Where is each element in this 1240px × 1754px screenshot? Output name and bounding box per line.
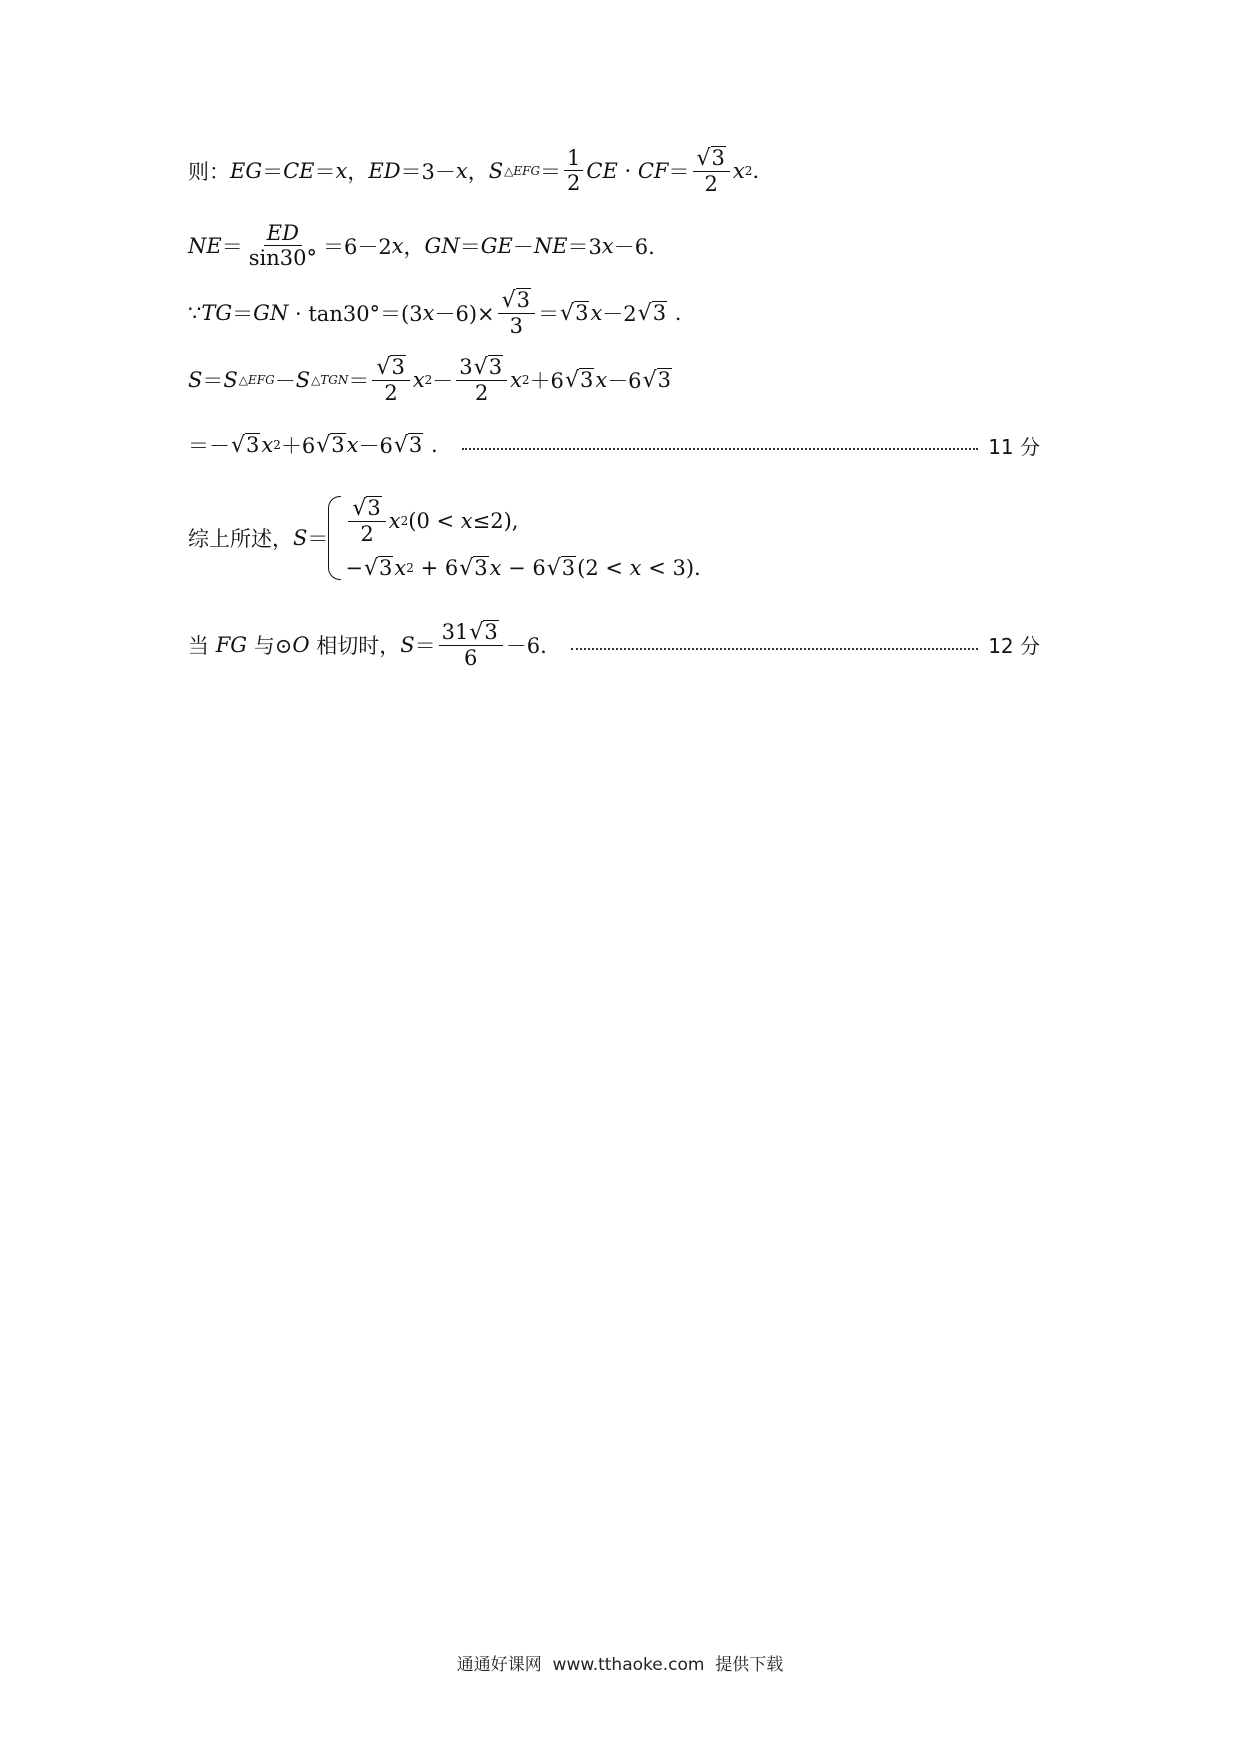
radicand: 3: [391, 355, 405, 379]
text: 相切时，: [309, 633, 401, 658]
denominator: 2: [704, 172, 718, 197]
sqrt: [316, 433, 345, 457]
text: −: [345, 555, 363, 580]
radicand: 3: [379, 555, 393, 580]
superscript: 2: [744, 163, 753, 178]
text: ＝: [668, 159, 690, 184]
text: －: [432, 368, 454, 393]
sqrt: [376, 355, 405, 379]
var-x: x: [595, 367, 608, 392]
denominator: 2: [384, 381, 398, 406]
text: ＝: [232, 301, 254, 326]
subscript: △EFG: [504, 163, 541, 178]
solution-line-5: [188, 430, 1040, 460]
denominator: 2: [567, 171, 581, 196]
var-ed: ED: [368, 158, 401, 183]
fraction: [693, 146, 730, 195]
subscript: △EFG: [238, 372, 275, 387]
sqrt: [560, 301, 589, 325]
subscript: △TGN: [311, 372, 349, 387]
fraction: [456, 355, 507, 404]
sqrt: [547, 556, 576, 580]
var-cf: CF: [637, 158, 669, 183]
var-eg: EG: [230, 158, 263, 183]
condition-end: < 3).: [641, 555, 701, 580]
radicand: 3: [408, 432, 423, 457]
denominator: 2: [360, 522, 374, 547]
radical-sign: √: [469, 620, 484, 646]
solution-line-6: [188, 496, 1040, 580]
sqrt: [394, 433, 423, 457]
text: .: [424, 433, 438, 457]
var-s: S: [293, 526, 308, 550]
numerator: [348, 496, 385, 522]
text: ＝: [314, 159, 336, 184]
superscript: 2: [424, 372, 433, 387]
var-ne: NE: [188, 233, 222, 258]
superscript: 2: [406, 560, 414, 575]
var-x: x: [335, 158, 348, 183]
var-x: x: [261, 433, 274, 457]
fraction: [246, 222, 320, 269]
radicand: 3: [474, 555, 488, 580]
text: 与⊙: [247, 633, 293, 658]
score-label: 11 分: [988, 434, 1040, 459]
condition: (2 <: [577, 555, 630, 580]
var-s: S: [488, 158, 504, 183]
text: .: [752, 158, 760, 183]
text: .: [668, 300, 682, 325]
left-brace: [328, 496, 341, 579]
sqrt: [469, 620, 498, 644]
radicand: 3: [575, 300, 589, 325]
sqrt: [231, 433, 260, 457]
text: ，: [467, 159, 489, 184]
var-x: x: [388, 508, 401, 533]
text: ＝3: [567, 234, 602, 259]
var-ge: GE: [480, 233, 513, 258]
radicand: 3: [652, 300, 667, 325]
text: ＋6: [529, 368, 564, 393]
text: －: [512, 234, 534, 259]
fraction: [564, 147, 583, 194]
fraction: [372, 355, 409, 404]
radical-sign: √: [316, 433, 331, 459]
radical-sign: √: [564, 367, 579, 393]
text: ＋6: [280, 434, 316, 458]
dotted-leader: [571, 648, 978, 650]
text: －6.: [613, 234, 655, 259]
var-x: x: [629, 555, 642, 580]
piecewise: [328, 496, 700, 579]
text: ＝: [459, 234, 481, 259]
text: －6: [607, 368, 642, 393]
coefficient: 31: [441, 620, 469, 645]
radical-sign: √: [637, 300, 652, 326]
text: ＝: [221, 234, 243, 259]
sqrt: [502, 288, 531, 312]
radical-sign: √: [376, 355, 391, 381]
text: ＝: [414, 633, 436, 658]
var-gn: GN: [424, 233, 460, 258]
solution-line-1: [188, 146, 1040, 195]
text: ＝: [348, 368, 370, 393]
superscript: 2: [521, 372, 530, 387]
var-o: O: [292, 632, 310, 657]
because-symbol: ∵: [188, 300, 202, 325]
text: －6.: [505, 633, 547, 658]
sqrt: [697, 146, 726, 170]
var-x: x: [732, 158, 745, 183]
text: ＝－: [188, 434, 230, 458]
text: 综上所述，: [188, 527, 293, 551]
text: －2: [602, 301, 637, 326]
radicand: 3: [367, 496, 381, 521]
case-1: [345, 496, 700, 545]
fraction: [348, 496, 385, 545]
denominator: 3: [509, 314, 524, 339]
radicand: 3: [579, 367, 594, 392]
radicand: 3: [488, 355, 503, 379]
radical-sign: √: [352, 496, 367, 522]
var-x: x: [391, 233, 404, 258]
radical-sign: √: [560, 300, 575, 326]
var-x: x: [510, 367, 522, 392]
sqrt: [643, 368, 672, 392]
score-label: 12 分: [988, 634, 1040, 659]
solution-line-3: [188, 288, 1040, 337]
numerator: [456, 355, 507, 381]
radicand: 3: [484, 620, 498, 644]
fraction: [498, 288, 535, 337]
dotted-leader: [462, 448, 979, 450]
var-x: x: [489, 555, 502, 580]
condition: (0 <: [408, 508, 461, 533]
superscript: 2: [273, 438, 281, 452]
text: ＝: [202, 368, 224, 393]
solution-line-2: [188, 222, 1040, 269]
var-x: x: [346, 433, 359, 457]
radical-sign: √: [696, 146, 711, 172]
numerator: [498, 288, 535, 314]
var-x: x: [590, 300, 603, 325]
text: ＝6－2: [322, 234, 392, 259]
var-x: x: [601, 233, 614, 258]
radical-sign: √: [364, 555, 379, 581]
page-footer: 通通好课网 www.tthaoke.com 提供下载: [456, 1655, 784, 1675]
radicand: 3: [516, 288, 531, 312]
var-s: S: [223, 367, 238, 392]
var-ce: CE: [283, 158, 315, 183]
var-x: x: [394, 555, 407, 580]
numerator: [693, 146, 730, 172]
fraction: [439, 620, 503, 669]
sqrt: [638, 301, 667, 325]
solution-line-4: [188, 355, 1040, 404]
text: · tan30°＝(3: [288, 301, 423, 326]
solution-line-7: [188, 620, 1040, 669]
text: ＝: [538, 301, 560, 326]
radicand: 3: [657, 367, 671, 392]
condition-end: ≤2),: [472, 508, 519, 533]
cases: [345, 496, 700, 579]
var-tg: TG: [201, 300, 233, 325]
numerator: [372, 355, 409, 381]
var-fg: FG: [215, 632, 248, 657]
radical-sign: √: [459, 555, 474, 581]
numerator: 1: [564, 147, 583, 171]
text: ＝: [307, 527, 329, 551]
radical-sign: √: [473, 355, 488, 381]
superscript: 2: [400, 513, 409, 528]
sqrt: [459, 556, 488, 580]
var-s: S: [295, 367, 311, 392]
text: ，: [403, 234, 425, 259]
radicand: 3: [331, 432, 345, 457]
radical-sign: √: [231, 433, 246, 459]
text: －6: [358, 434, 393, 458]
sqrt: [565, 368, 594, 392]
radicand: 3: [246, 432, 260, 457]
var-x: x: [412, 367, 425, 392]
radical-sign: √: [546, 555, 561, 581]
var-ne: NE: [533, 233, 568, 258]
coefficient: 3: [459, 355, 473, 380]
radical-sign: √: [642, 367, 657, 393]
var-ce: CE: [586, 158, 618, 183]
sqrt: [352, 496, 381, 520]
case-2: [345, 556, 700, 580]
text: ＝: [540, 159, 562, 184]
denominator: 6: [464, 646, 478, 671]
text: + 6: [413, 555, 459, 580]
denominator: sin30°: [248, 246, 317, 271]
numerator: ED: [264, 222, 302, 246]
text: 则：: [188, 159, 230, 184]
numerator: [439, 620, 503, 646]
text: －6)×: [434, 301, 495, 326]
radical-sign: √: [501, 288, 516, 314]
var-x: x: [455, 158, 468, 183]
text: －: [274, 368, 296, 393]
text: ＝3－: [400, 159, 456, 184]
radicand: 3: [561, 555, 576, 580]
sqrt: [474, 355, 503, 379]
sqrt: [364, 556, 393, 580]
var-s: S: [188, 367, 203, 392]
var-s: S: [400, 632, 415, 657]
radicand: 3: [711, 146, 725, 170]
denominator: 2: [475, 381, 489, 406]
text: ，: [347, 159, 369, 184]
text: − 6: [501, 555, 546, 580]
text: ＝: [262, 159, 284, 184]
var-gn: GN: [253, 300, 289, 325]
var-x: x: [422, 300, 435, 325]
text: 当: [188, 633, 216, 658]
var-x: x: [460, 508, 473, 533]
radical-sign: √: [393, 433, 408, 459]
text: ·: [617, 158, 638, 183]
